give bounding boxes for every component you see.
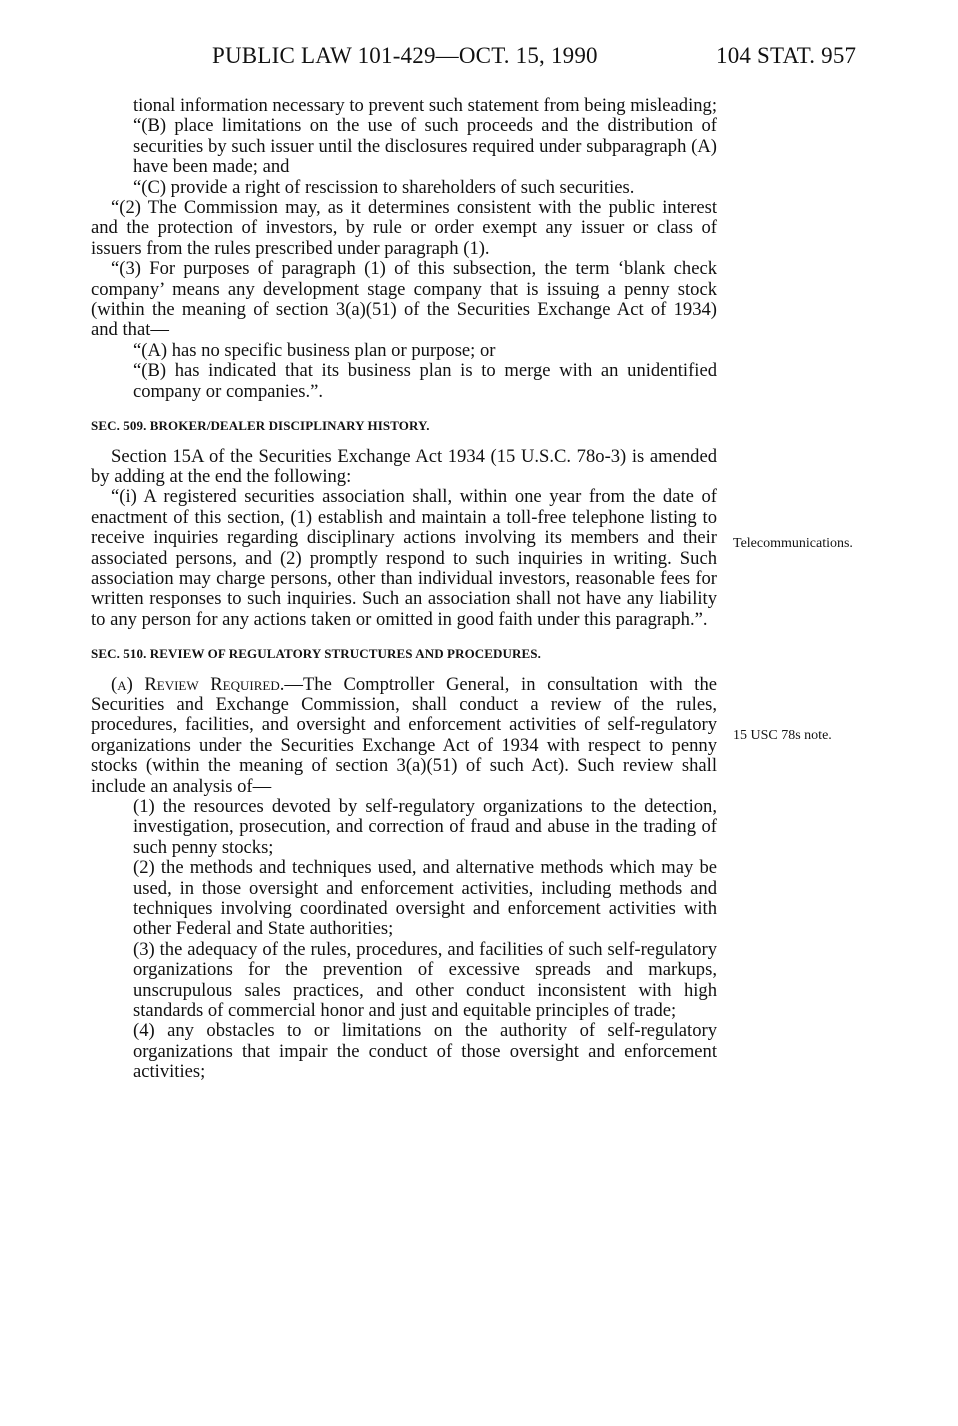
section-510-item-2: (2) the methods and techniques used, and alternative methods which may be used, in those oversight and enforcement activities, including methods and techniques involving coordinated oversight and enforcement activities with other Federal and State authorities; [133, 857, 717, 940]
section-510-item-1: (1) the resources devoted by self-regulatory organizations to the detection, investigation, prosecution, and correction of fraud and abuse in the trading of such penny stocks; [133, 796, 717, 858]
sidenote-usc: 15 USC 78s note. [733, 728, 832, 743]
paragraph-continuation: tional information necessary to prevent such statement from being misleading; [133, 95, 717, 116]
running-header-title: PUBLIC LAW 101-429—OCT. 15, 1990 [212, 43, 598, 68]
paragraph-2: “(2) The Commission may, as it determines consistent with the public interest and the protection of investors, by rule or order exempt any issuer or class of issuers from the rules prescribed under paragraph (1). [91, 197, 717, 259]
subsection-a-text: —The Comptroller General, in consultation with the Securities and Exchange Commission, shall conduct a review of the rules, procedures, facilities, and oversight and enforcement activities of self-regulatory organizations under the Securities Exchange Act of 1934 with respect to penny stocks (within the meaning of section 3(a)(51) of such Act). Such review shall include an analysis of— [91, 673, 717, 797]
paragraph-b-text: “(B) place limitations on the use of such proceeds and the distribution of securities by such issuer until the disclosures required under subparagraph (A) have been made; and [133, 115, 717, 178]
section-510-item-4: (4) any obstacles to or limitations on the authority of self-regulatory organizations that impair the conduct of those oversight and enforcement activities; [133, 1020, 717, 1083]
paragraph-3a: “(A) has no specific business plan or purpose; or [133, 339, 496, 361]
paragraph-c [91, 178, 717, 198]
running-header-page: 104 STAT. 957 [716, 43, 857, 68]
section-510-heading: SEC. 510. REVIEW OF REGULATORY STRUCTURES AND PROCEDURES. [91, 646, 541, 662]
subsection-a-label: (a) Review Required. [111, 673, 285, 695]
sidenote-telecommunications: Telecommunications. [733, 536, 853, 551]
section-510-subsection-a [91, 675, 717, 797]
paragraph-c-text: “(C) provide a right of rescission to shareholders of such securities. [133, 176, 635, 198]
paragraph-3b: “(B) has indicated that its business plan is to merge with an unidentified company or companies.”. [133, 360, 717, 402]
section-509-subsection-i: “(i) A registered securities association shall, within one year from the date of enactment of this section, (1) establish and maintain a toll-free telephone listing to receive inquiries regarding disciplinary actions involving its members and their associated persons, and (2) promptly respond to such inquiries in writing. Such association may charge persons, other than individual investors, reasonable fees for written responses to such inquiries. Such an association shall not have any liability to any person for any actions taken or omitted in good faith under this paragraph.”. [91, 486, 717, 630]
section-510-item-3: (3) the adequacy of the rules, procedures, and facilities of such self-regulatory organizations for the prevention of excessive spreads and markups, unscrupulous sales practices, and other conduct inconsistent with high standards of commercial honor and just and equitable principles of trade; [133, 938, 717, 1022]
section-509-intro: Section 15A of the Securities Exchange Act 1934 (15 U.S.C. 78o-3) is amended by adding at the end the following: [91, 445, 717, 487]
paragraph-3: “(3) For purposes of paragraph (1) of this subsection, the term ‘blank check company’ means any development stage company that is issuing a penny stock (within the meaning of section 3(a)(51) of the Securities Exchange Act of 1934) and that— [91, 258, 717, 341]
body-text [91, 96, 717, 1083]
section-509-heading: SEC. 509. BROKER/DEALER DISCIPLINARY HISTORY. [91, 418, 430, 434]
paragraph-b [91, 116, 717, 177]
